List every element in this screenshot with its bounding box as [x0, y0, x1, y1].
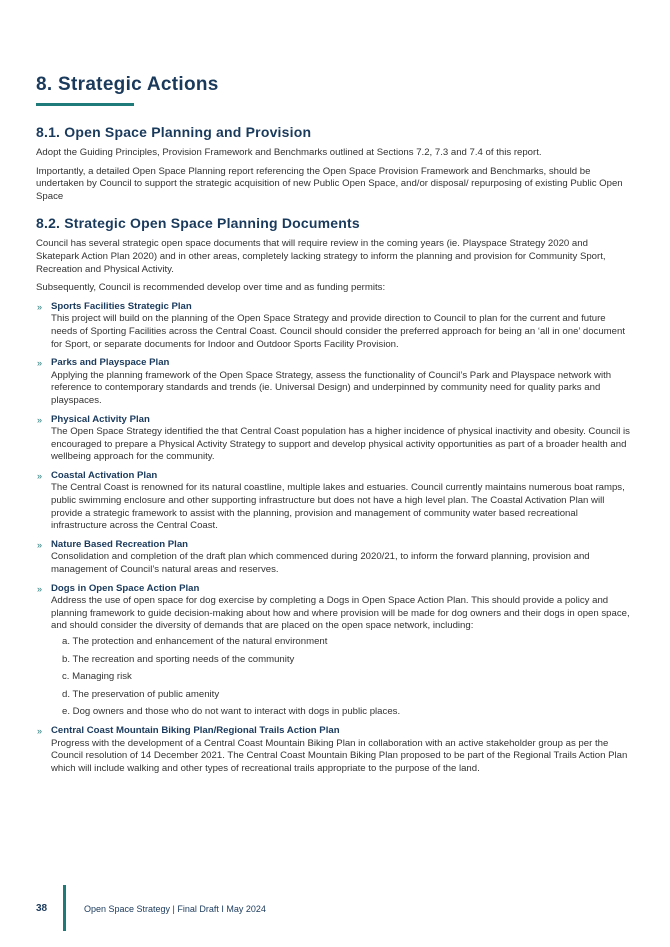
- list-item: [36, 470, 632, 533]
- paragraph: Subsequently, Council is recommended develop over time and as funding permits:: [36, 282, 386, 294]
- list-item: [36, 725, 632, 775]
- strategic-documents-list: [36, 301, 632, 776]
- item-title: Physical Activity Plan: [51, 413, 150, 425]
- sub-list: [51, 636, 632, 719]
- paragraph: Importantly, a detailed Open Space Planning report referencing the Open Space Provision Framework and Benchmarks, should be undertaken by Council to support the strategic acquisition of new Public Open Space, and/or disposal/ repurposing of existing Public Open Space: [36, 165, 623, 202]
- item-title: Coastal Activation Plan: [51, 469, 158, 481]
- section-heading-8-2: 8.2. Strategic Open Space Planning Documents: [36, 215, 360, 232]
- sub-list-item: b. The recreation and sporting needs of the community: [62, 653, 295, 665]
- main-content: [36, 124, 632, 781]
- list-item: [36, 301, 632, 351]
- item-text: The Open Space Strategy identified the that Central Coast population has a higher incidence of physical inactivity and obesity. Council is encouraged to prepare a Physical Activity Strategy to support and develop physical activity opportunities as part of a broader health and wellbeing approach for the community.: [51, 426, 630, 463]
- list-item: [36, 414, 632, 464]
- list-item: [36, 539, 632, 577]
- footer-text: Open Space Strategy | Final Draft I May 2024: [84, 904, 266, 914]
- sub-list-item: e. Dog owners and those who do not want to interact with dogs in public places.: [62, 706, 401, 718]
- bullet-icon: »: [37, 725, 43, 736]
- page-heading: 8. Strategic Actions: [36, 74, 219, 95]
- item-text: Consolidation and completion of the draft plan which commenced during 2020/21, to inform the forward planning, provision and management of Council’s natural areas and reserves.: [51, 551, 590, 576]
- heading-underline: [36, 103, 134, 106]
- sub-list-item: d. The preservation of public amenity: [62, 688, 220, 700]
- paragraph: Adopt the Guiding Principles, Provision Framework and Benchmarks outlined at Sections 7.2, 7.3 and 7.4 of this report.: [36, 147, 542, 158]
- item-text: This project will build on the planning of the Open Space Strategy and provide direction to Council to plan for the current and future needs of Sporting Facilities across the Central Coast. Council should consider the preferred approach for being an ‘all in one’ document for Sport, or separate documents for Indoor and Outdoor Sports Facility Provision.: [51, 313, 625, 350]
- paragraph: Council has several strategic open space documents that will require review in the coming years (ie. Playspace Strategy 2020 and Skatepark Action Plan 2020) and in other areas, completely lacking strategy to inform the planning and provision for Community Sport, Recreation and Physical Activity.: [36, 238, 606, 275]
- section-heading-8-1: 8.1. Open Space Planning and Provision: [36, 124, 312, 140]
- item-text: Progress with the development of a Central Coast Mountain Biking Plan in collaboration with an active stakeholder group as per the Council resolution of 14 December 2021. The Central Coast Mountain Biking Plan proposed to be part of the Regional Trails Action Plan which will include walking and other types of recreational trails appropriate to the purpose of the land.: [51, 737, 628, 774]
- item-title: Sports Facilities Strategic Plan: [51, 300, 192, 312]
- item-title: Dogs in Open Space Action Plan: [51, 582, 200, 594]
- item-title: Parks and Playspace Plan: [51, 357, 170, 369]
- page-number: 38: [36, 903, 48, 914]
- item-title: Nature Based Recreation Plan: [51, 538, 189, 550]
- bullet-icon: »: [37, 470, 43, 481]
- list-item: [36, 583, 632, 719]
- item-text: The Central Coast is renowned for its natural coastline, multiple lakes and estuaries. Council currently maintains numerous boat ramps, public swimming enclosure and other supporting infrastructure but does not have a high level plan. The Coastal Activation Plan will provide a strategic framework to assist with the planning, provision and management of community water based recreational infrastructure across the Central Coast.: [51, 482, 625, 532]
- bullet-icon: »: [37, 301, 43, 312]
- list-item: [36, 357, 632, 407]
- bullet-icon: »: [37, 358, 43, 369]
- footer-divider: [63, 885, 66, 931]
- sub-list-item: a. The protection and enhancement of the natural environment: [62, 636, 328, 647]
- item-text: Address the use of open space for dog exercise by completing a Dogs in Open Space Action Plan. This should provide a policy and planning framework to guide decision-making about how and where provision will be made for dog owners and their dogs in open space, and should consider the diversity of demands that are placed on the open space network, including:: [51, 595, 630, 632]
- item-title: Central Coast Mountain Biking Plan/Regional Trails Action Plan: [51, 724, 340, 736]
- bullet-icon: »: [37, 583, 43, 594]
- bullet-icon: »: [37, 539, 43, 550]
- sub-list-item: c. Managing risk: [62, 671, 132, 683]
- bullet-icon: »: [37, 414, 43, 425]
- item-text: Applying the planning framework of the Open Space Strategy, assess the functionality of Council’s Park and Playspace network with reference to contemporary standards and trends (ie. Universal Design) and underpinned by community need for quality parks and playspaces.: [51, 369, 612, 406]
